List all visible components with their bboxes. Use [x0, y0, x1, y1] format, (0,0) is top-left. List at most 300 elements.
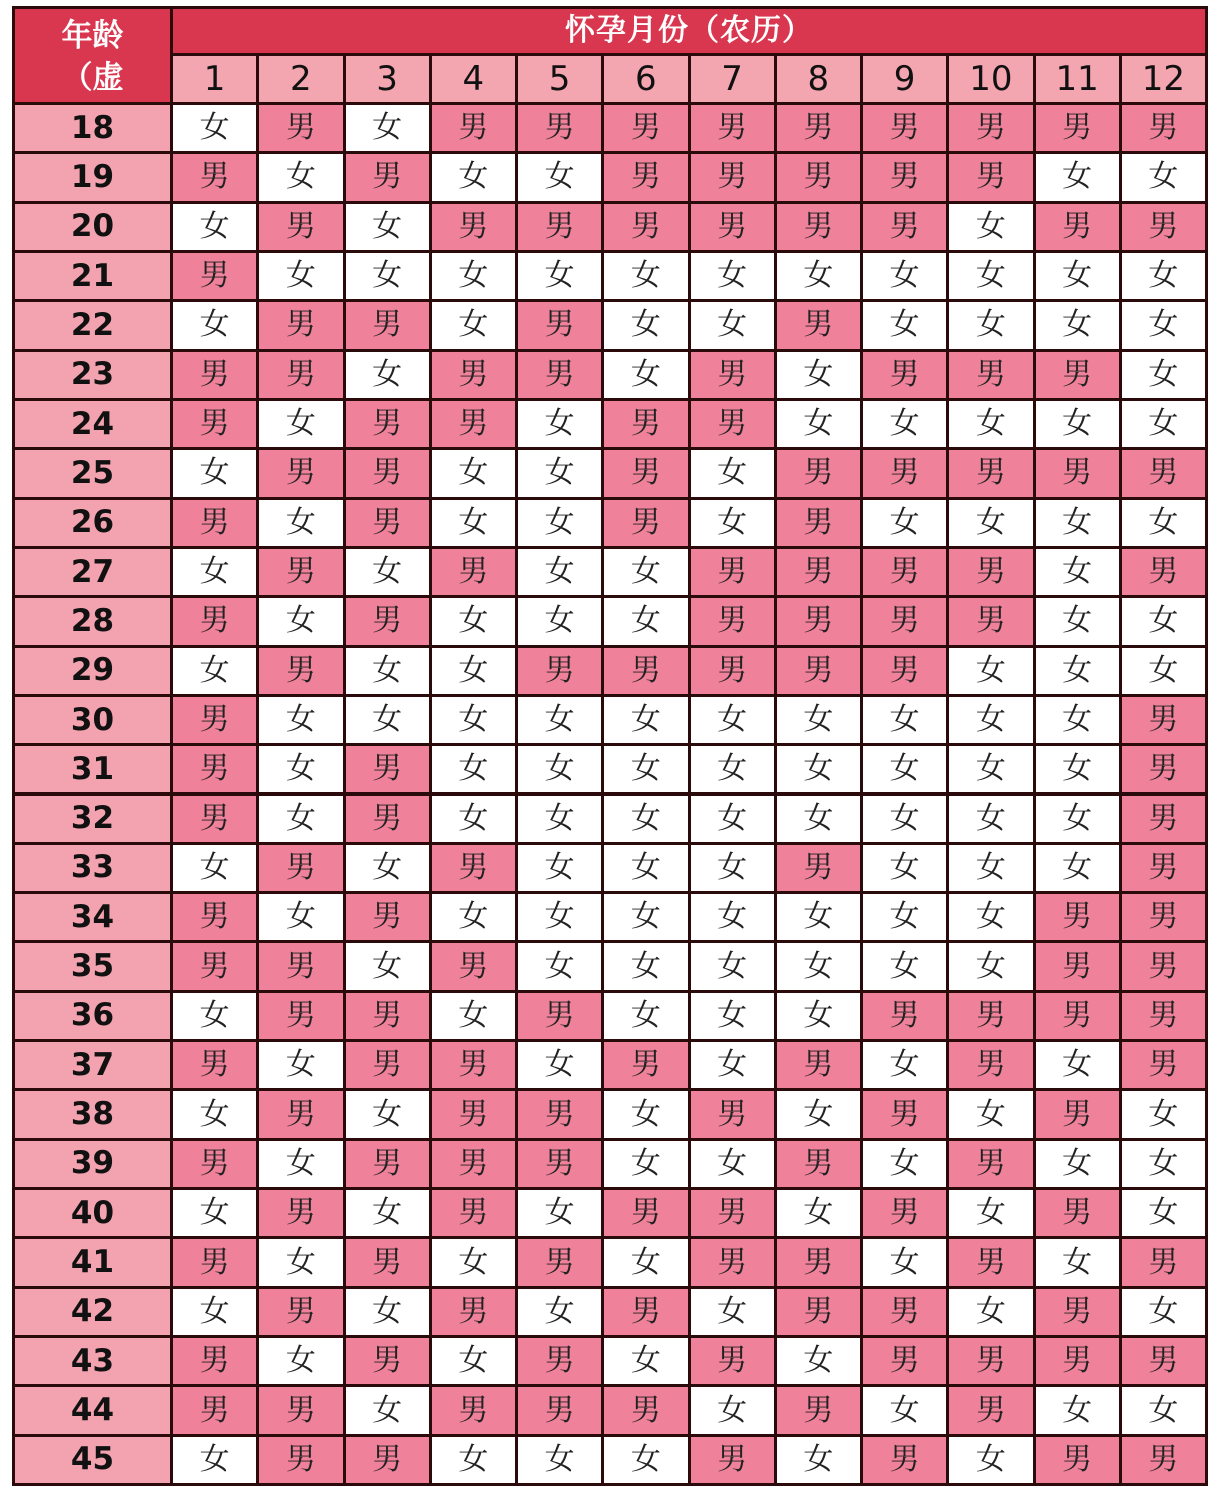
gender-cell: 女 [604, 253, 687, 299]
age-cell-45: 45 [15, 1437, 170, 1483]
gender-cell: 男 [1122, 993, 1205, 1039]
gender-cell: 男 [259, 993, 342, 1039]
gender-cell: 男 [1122, 943, 1205, 989]
gender-cell: 男 [777, 500, 860, 546]
gender-cell: 男 [346, 154, 429, 200]
age-cell-37: 37 [15, 1042, 170, 1088]
gender-cell: 女 [346, 352, 429, 398]
gender-cell: 男 [173, 500, 256, 546]
gender-cell: 男 [604, 204, 687, 250]
age-header [15, 9, 170, 102]
gender-cell: 男 [518, 204, 601, 250]
gender-cell: 女 [259, 894, 342, 940]
gender-cell: 男 [949, 450, 1032, 496]
gender-cell: 男 [259, 450, 342, 496]
gender-cell: 男 [432, 1190, 515, 1236]
gender-cell: 女 [518, 500, 601, 546]
gender-cell: 女 [777, 796, 860, 842]
gender-cell: 女 [691, 697, 774, 743]
age-cell-22: 22 [15, 302, 170, 348]
gender-cell: 男 [949, 549, 1032, 595]
age-cell-24: 24 [15, 401, 170, 447]
gender-cell: 女 [604, 352, 687, 398]
gender-cell: 男 [432, 352, 515, 398]
gender-cell: 男 [346, 746, 429, 792]
gender-cell: 男 [1036, 352, 1119, 398]
gender-cell: 女 [173, 845, 256, 891]
gender-cell: 男 [518, 352, 601, 398]
gender-cell: 女 [863, 1141, 946, 1187]
gender-cell: 男 [518, 105, 601, 151]
gender-cell: 男 [1122, 796, 1205, 842]
gender-cell: 男 [346, 1437, 429, 1483]
gender-cell: 女 [691, 1387, 774, 1433]
gender-cell: 女 [432, 894, 515, 940]
gender-cell: 男 [777, 648, 860, 694]
gender-cell: 女 [1036, 845, 1119, 891]
gender-cell: 女 [863, 1387, 946, 1433]
gender-cell: 女 [949, 1289, 1032, 1335]
gender-cell: 女 [173, 204, 256, 250]
gender-cell: 男 [604, 105, 687, 151]
gender-cell: 男 [1036, 450, 1119, 496]
month-header-3: 3 [346, 56, 429, 102]
gender-cell: 男 [518, 302, 601, 348]
gender-cell: 男 [518, 1141, 601, 1187]
gender-cell: 男 [777, 1141, 860, 1187]
gender-cell: 女 [691, 253, 774, 299]
gender-cell: 女 [259, 253, 342, 299]
gender-cell: 男 [173, 598, 256, 644]
gender-cell: 男 [777, 845, 860, 891]
gender-cell: 女 [691, 500, 774, 546]
gender-cell: 女 [259, 796, 342, 842]
gender-cell: 女 [432, 697, 515, 743]
age-cell-39: 39 [15, 1141, 170, 1187]
gender-cell: 女 [863, 697, 946, 743]
age-cell-21: 21 [15, 253, 170, 299]
gender-cell: 女 [1036, 648, 1119, 694]
gender-cell: 女 [777, 697, 860, 743]
gender-cell: 男 [173, 943, 256, 989]
age-cell-43: 43 [15, 1338, 170, 1384]
gender-cell: 男 [949, 1387, 1032, 1433]
gender-prediction-table [12, 6, 1208, 1486]
gender-cell: 男 [777, 1239, 860, 1285]
gender-cell: 女 [346, 697, 429, 743]
gender-cell: 男 [173, 253, 256, 299]
gender-cell: 男 [863, 105, 946, 151]
gender-cell: 女 [604, 549, 687, 595]
gender-cell: 女 [691, 746, 774, 792]
gender-cell: 女 [173, 1289, 256, 1335]
gender-cell: 男 [777, 1387, 860, 1433]
gender-cell: 男 [432, 204, 515, 250]
gender-cell: 女 [518, 894, 601, 940]
gender-cell: 女 [604, 1239, 687, 1285]
gender-cell: 女 [346, 105, 429, 151]
gender-cell: 女 [432, 648, 515, 694]
gender-cell: 男 [949, 598, 1032, 644]
gender-cell: 女 [432, 1437, 515, 1483]
gender-cell: 女 [604, 1338, 687, 1384]
gender-cell: 男 [863, 648, 946, 694]
gender-cell: 男 [604, 401, 687, 447]
gender-cell: 女 [173, 450, 256, 496]
table-title: 怀孕月份（农历） [173, 9, 1205, 53]
gender-cell: 男 [863, 549, 946, 595]
gender-cell: 男 [173, 352, 256, 398]
gender-cell: 女 [863, 253, 946, 299]
gender-cell: 男 [173, 1387, 256, 1433]
gender-cell: 女 [432, 302, 515, 348]
gender-cell: 女 [863, 845, 946, 891]
gender-cell: 女 [259, 1141, 342, 1187]
gender-cell: 男 [604, 450, 687, 496]
gender-cell: 男 [346, 1042, 429, 1088]
gender-cell: 女 [1122, 1190, 1205, 1236]
gender-cell: 女 [518, 796, 601, 842]
gender-cell: 女 [691, 894, 774, 940]
gender-cell: 女 [863, 401, 946, 447]
age-cell-44: 44 [15, 1387, 170, 1433]
gender-cell: 男 [691, 204, 774, 250]
gender-cell: 女 [173, 105, 256, 151]
gender-cell: 女 [777, 746, 860, 792]
gender-cell: 男 [259, 352, 342, 398]
gender-cell: 男 [777, 1289, 860, 1335]
gender-cell: 男 [259, 648, 342, 694]
gender-cell: 男 [432, 105, 515, 151]
gender-cell: 男 [1036, 204, 1119, 250]
gender-cell: 女 [432, 500, 515, 546]
age-cell-19: 19 [15, 154, 170, 200]
gender-cell: 女 [1036, 549, 1119, 595]
gender-cell: 女 [777, 894, 860, 940]
gender-cell: 女 [604, 1141, 687, 1187]
gender-cell: 女 [346, 1190, 429, 1236]
gender-cell: 男 [346, 500, 429, 546]
month-header-2: 2 [259, 56, 342, 102]
gender-cell: 女 [1036, 1141, 1119, 1187]
gender-cell: 男 [863, 154, 946, 200]
gender-cell: 男 [1036, 1338, 1119, 1384]
gender-cell: 男 [173, 746, 256, 792]
gender-cell: 男 [863, 1437, 946, 1483]
gender-cell: 男 [432, 1387, 515, 1433]
month-header-9: 9 [863, 56, 946, 102]
gender-cell: 女 [691, 943, 774, 989]
age-header-label: 年龄 [61, 17, 124, 54]
gender-cell: 男 [1122, 1239, 1205, 1285]
gender-cell: 女 [863, 796, 946, 842]
gender-cell: 男 [1036, 894, 1119, 940]
gender-cell: 女 [1036, 401, 1119, 447]
gender-cell: 女 [604, 598, 687, 644]
gender-cell: 男 [346, 894, 429, 940]
gender-cell: 女 [863, 500, 946, 546]
age-cell-29: 29 [15, 648, 170, 694]
gender-cell: 女 [173, 1437, 256, 1483]
gender-cell: 男 [346, 598, 429, 644]
gender-cell: 男 [259, 845, 342, 891]
gender-cell: 女 [777, 993, 860, 1039]
gender-cell: 男 [346, 450, 429, 496]
gender-cell: 男 [1122, 1042, 1205, 1088]
gender-cell: 男 [691, 1437, 774, 1483]
gender-cell: 女 [949, 1091, 1032, 1137]
gender-cell: 女 [1036, 154, 1119, 200]
gender-cell: 女 [604, 1437, 687, 1483]
gender-cell: 女 [691, 993, 774, 1039]
gender-cell: 男 [949, 1338, 1032, 1384]
gender-cell: 男 [949, 993, 1032, 1039]
age-cell-30: 30 [15, 697, 170, 743]
age-cell-26: 26 [15, 500, 170, 546]
gender-cell: 女 [949, 253, 1032, 299]
gender-cell: 女 [432, 746, 515, 792]
gender-cell: 男 [949, 154, 1032, 200]
age-cell-38: 38 [15, 1091, 170, 1137]
gender-cell: 女 [604, 697, 687, 743]
age-cell-20: 20 [15, 204, 170, 250]
gender-cell: 男 [949, 1042, 1032, 1088]
gender-cell: 男 [777, 302, 860, 348]
gender-cell: 男 [173, 1239, 256, 1285]
gender-cell: 男 [949, 352, 1032, 398]
gender-cell: 男 [863, 1190, 946, 1236]
gender-cell: 女 [863, 1042, 946, 1088]
gender-cell: 男 [949, 1239, 1032, 1285]
age-cell-33: 33 [15, 845, 170, 891]
gender-cell: 女 [518, 697, 601, 743]
gender-cell: 女 [173, 993, 256, 1039]
gender-cell: 女 [691, 845, 774, 891]
gender-cell: 男 [691, 1190, 774, 1236]
gender-cell: 男 [432, 401, 515, 447]
gender-cell: 女 [691, 1289, 774, 1335]
gender-cell: 男 [1122, 845, 1205, 891]
gender-cell: 男 [173, 1338, 256, 1384]
gender-cell: 男 [1122, 204, 1205, 250]
gender-cell: 男 [173, 1042, 256, 1088]
gender-cell: 男 [1122, 1338, 1205, 1384]
gender-cell: 男 [1122, 746, 1205, 792]
gender-cell: 女 [518, 598, 601, 644]
gender-cell: 男 [259, 105, 342, 151]
gender-cell: 男 [259, 1190, 342, 1236]
gender-cell: 女 [604, 993, 687, 1039]
gender-cell: 女 [1122, 500, 1205, 546]
gender-cell: 男 [691, 105, 774, 151]
gender-cell: 女 [518, 845, 601, 891]
age-cell-25: 25 [15, 450, 170, 496]
gender-cell: 女 [259, 154, 342, 200]
month-header-5: 5 [518, 56, 601, 102]
gender-cell: 女 [949, 697, 1032, 743]
gender-cell: 女 [949, 746, 1032, 792]
gender-cell: 女 [604, 302, 687, 348]
gender-cell: 女 [863, 1239, 946, 1285]
gender-cell: 男 [777, 598, 860, 644]
gender-cell: 男 [1122, 450, 1205, 496]
gender-cell: 女 [1122, 1289, 1205, 1335]
gender-cell: 男 [691, 1338, 774, 1384]
gender-cell: 男 [259, 204, 342, 250]
gender-cell: 女 [518, 943, 601, 989]
gender-cell: 男 [1036, 105, 1119, 151]
gender-cell: 男 [691, 1091, 774, 1137]
gender-cell: 男 [691, 1239, 774, 1285]
gender-cell: 男 [1036, 1190, 1119, 1236]
age-cell-23: 23 [15, 352, 170, 398]
gender-cell: 女 [518, 1289, 601, 1335]
gender-cell: 女 [863, 302, 946, 348]
gender-cell: 女 [777, 253, 860, 299]
gender-cell: 女 [863, 894, 946, 940]
gender-cell: 男 [777, 450, 860, 496]
gender-cell: 女 [949, 845, 1032, 891]
gender-cell: 男 [432, 549, 515, 595]
gender-cell: 女 [259, 746, 342, 792]
gender-cell: 男 [863, 598, 946, 644]
gender-cell: 女 [259, 697, 342, 743]
gender-cell: 女 [432, 1239, 515, 1285]
gender-cell: 女 [1036, 253, 1119, 299]
gender-cell: 男 [518, 1338, 601, 1384]
gender-cell: 男 [691, 648, 774, 694]
gender-cell: 女 [604, 796, 687, 842]
gender-cell: 男 [346, 1141, 429, 1187]
gender-cell: 男 [259, 549, 342, 595]
gender-cell: 女 [1122, 648, 1205, 694]
gender-cell: 男 [949, 105, 1032, 151]
gender-cell: 女 [432, 1338, 515, 1384]
gender-cell: 男 [604, 1042, 687, 1088]
gender-cell: 女 [1122, 1387, 1205, 1433]
gender-cell: 女 [777, 1190, 860, 1236]
gender-cell: 女 [949, 302, 1032, 348]
gender-cell: 女 [518, 1042, 601, 1088]
gender-cell: 男 [346, 796, 429, 842]
gender-cell: 男 [346, 1338, 429, 1384]
gender-cell: 女 [259, 598, 342, 644]
gender-cell: 女 [949, 943, 1032, 989]
age-cell-35: 35 [15, 943, 170, 989]
gender-cell: 女 [259, 401, 342, 447]
gender-cell: 女 [1122, 352, 1205, 398]
gender-cell: 男 [1122, 697, 1205, 743]
gender-cell: 女 [346, 845, 429, 891]
gender-cell: 男 [1122, 105, 1205, 151]
gender-cell: 女 [1036, 796, 1119, 842]
gender-cell: 女 [173, 648, 256, 694]
gender-cell: 女 [432, 450, 515, 496]
gender-cell: 男 [863, 1338, 946, 1384]
gender-cell: 男 [518, 993, 601, 1039]
gender-cell: 女 [173, 1091, 256, 1137]
gender-cell: 女 [1122, 1141, 1205, 1187]
gender-cell: 女 [346, 204, 429, 250]
gender-cell: 女 [346, 253, 429, 299]
gender-cell: 男 [259, 1091, 342, 1137]
gender-cell: 男 [777, 204, 860, 250]
gender-cell: 女 [604, 845, 687, 891]
gender-cell: 女 [604, 746, 687, 792]
gender-cell: 女 [518, 1437, 601, 1483]
gender-cell: 女 [691, 796, 774, 842]
gender-cell: 女 [1036, 598, 1119, 644]
age-cell-40: 40 [15, 1190, 170, 1236]
gender-cell: 男 [1122, 1437, 1205, 1483]
gender-cell: 男 [604, 154, 687, 200]
age-cell-34: 34 [15, 894, 170, 940]
month-header-8: 8 [777, 56, 860, 102]
gender-cell: 男 [346, 1239, 429, 1285]
gender-cell: 女 [949, 401, 1032, 447]
gender-cell: 女 [949, 204, 1032, 250]
gender-cell: 男 [863, 204, 946, 250]
gender-cell: 女 [518, 746, 601, 792]
month-header-1: 1 [173, 56, 256, 102]
gender-cell: 女 [346, 1289, 429, 1335]
gender-cell: 女 [777, 352, 860, 398]
gender-cell: 男 [691, 549, 774, 595]
gender-cell: 男 [691, 154, 774, 200]
gender-cell: 女 [691, 450, 774, 496]
gender-cell: 男 [863, 352, 946, 398]
gender-cell: 女 [863, 746, 946, 792]
gender-cell: 女 [949, 1190, 1032, 1236]
gender-cell: 女 [173, 549, 256, 595]
gender-cell: 女 [1036, 500, 1119, 546]
gender-cell: 女 [346, 1387, 429, 1433]
gender-cell: 女 [1122, 401, 1205, 447]
gender-cell: 男 [259, 943, 342, 989]
gender-cell: 男 [518, 1091, 601, 1137]
gender-cell: 女 [691, 1141, 774, 1187]
gender-cell: 男 [173, 796, 256, 842]
gender-cell: 女 [518, 253, 601, 299]
gender-cell: 男 [1036, 993, 1119, 1039]
gender-cell: 男 [259, 1289, 342, 1335]
month-header-12: 12 [1122, 56, 1205, 102]
gender-cell: 女 [1122, 253, 1205, 299]
gender-cell: 女 [518, 549, 601, 595]
gender-cell: 男 [777, 105, 860, 151]
gender-cell: 男 [173, 697, 256, 743]
gender-cell: 男 [777, 154, 860, 200]
gender-cell: 男 [1036, 1289, 1119, 1335]
gender-cell: 女 [1036, 1042, 1119, 1088]
gender-cell: 男 [1036, 1091, 1119, 1137]
gender-cell: 女 [518, 450, 601, 496]
gender-cell: 女 [949, 894, 1032, 940]
gender-cell: 男 [259, 1437, 342, 1483]
gender-cell: 女 [173, 1190, 256, 1236]
month-header-6: 6 [604, 56, 687, 102]
age-cell-18: 18 [15, 105, 170, 151]
gender-cell: 女 [432, 993, 515, 1039]
gender-cell: 男 [604, 1387, 687, 1433]
gender-cell: 男 [346, 401, 429, 447]
gender-cell: 男 [1036, 1437, 1119, 1483]
gender-cell: 男 [1036, 943, 1119, 989]
age-cell-32: 32 [15, 796, 170, 842]
gender-cell: 男 [346, 993, 429, 1039]
gender-cell: 男 [863, 1091, 946, 1137]
gender-cell: 男 [432, 1091, 515, 1137]
